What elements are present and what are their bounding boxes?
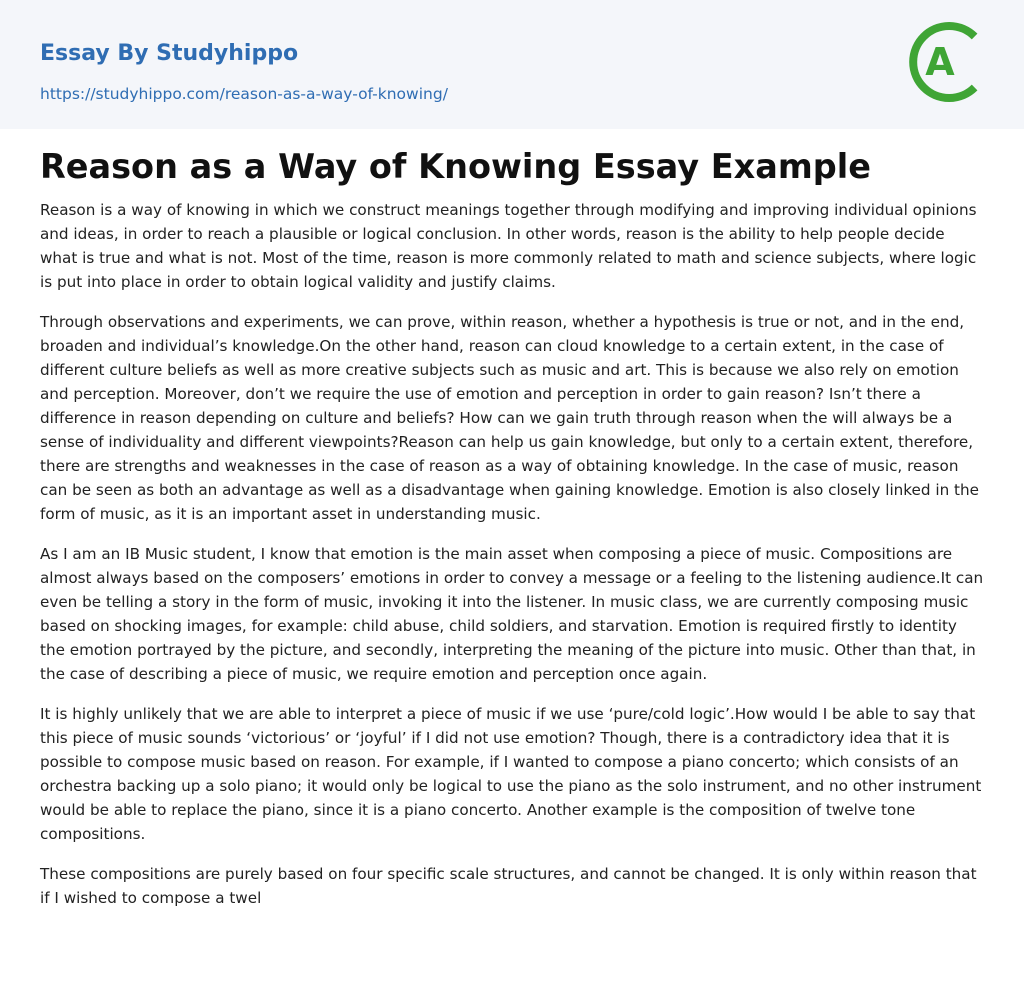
studyhippo-logo-icon[interactable]: [904, 19, 988, 105]
essay-paragraph-4: It is highly unlikely that we are able to interpret a piece of music if we use ‘pure/cold logic’.How would I be able to say that this piece of music sounds ‘victorious’ or ‘joyful’ if I did not use emotion? Though, there is a contradictory idea that it is possible to compose music based on reason. For example, if I wanted to compose a piano concerto; which consists of an orchestra backing up a solo piano; it would only be logical to use the piano as the solo instrument, and no other instrument would be able to replace the piano, since it is a piano concerto. Another example is the composition of twelve tone compositions.: [40, 705, 982, 843]
essay-paragraph-1: Reason is a way of knowing in which we construct meanings together through modifying and improving individual opinions and ideas, in order to reach a plausible or logical conclusion. In other words, reason is the ability to help people decide what is true and what is not. Most of the time, reason is more commonly related to math and science subjects, where logic is put into place in order to obtain logical validity and justify claims.: [40, 201, 977, 291]
essay-paragraph-3: As I am an IB Music student, I know that emotion is the main asset when composing a piece of music. Compositions are almost always based on the composers’ emotions in order to convey a message or a feeling to the listening audience.It can even be telling a story in the form of music, invoking it into the listener. In music class, we are currently composing music based on shocking images, for example: child abuse, child soldiers, and starvation. Emotion is required firstly to identity the emotion portrayed by the picture, and secondly, interpreting the meaning of the picture into music. Other than that, in the case of describing a piece of music, we require emotion and perception once again.: [40, 545, 984, 683]
essay-content: [40, 143, 986, 926]
essay-paragraph-2: Through observations and experiments, we can prove, within reason, whether a hypothesis is true or not, and in the end, broaden and individual’s knowledge.On the other hand, reason can cloud knowledge to a certain extent, in the case of different culture beliefs as well as more creative subjects such as music and art. This is because we also rely on emotion and perception. Moreover, don’t we require the use of emotion and perception in order to gain reason? Isn’t there a difference in reason depending on culture and beliefs? How can we gain truth through reason when the will always be a sense of individuality and different viewpoints?Reason can help us gain knowledge, but only to a certain extent, therefore, there are strengths and weaknesses in the case of reason as a way of obtaining knowledge. In the case of music, reason can be seen as both an advantage as well as a disadvantage when gaining knowledge. Emotion is also closely linked in the form of music, as it is an important asset in understanding music.: [40, 313, 979, 523]
source-url-link[interactable]: https://studyhippo.com/reason-as-a-way-of-knowing/: [40, 85, 448, 103]
logo-letter: A: [925, 40, 955, 84]
essay-paragraph-5: These compositions are purely based on four specific scale structures, and cannot be changed. It is only within reason that if I wished to compose a twel: [40, 865, 977, 907]
site-brand[interactable]: Essay By Studyhippo: [40, 41, 299, 66]
site-header: [0, 0, 1024, 129]
essay-title: Reason as a Way of Knowing Essay Example: [40, 147, 871, 186]
